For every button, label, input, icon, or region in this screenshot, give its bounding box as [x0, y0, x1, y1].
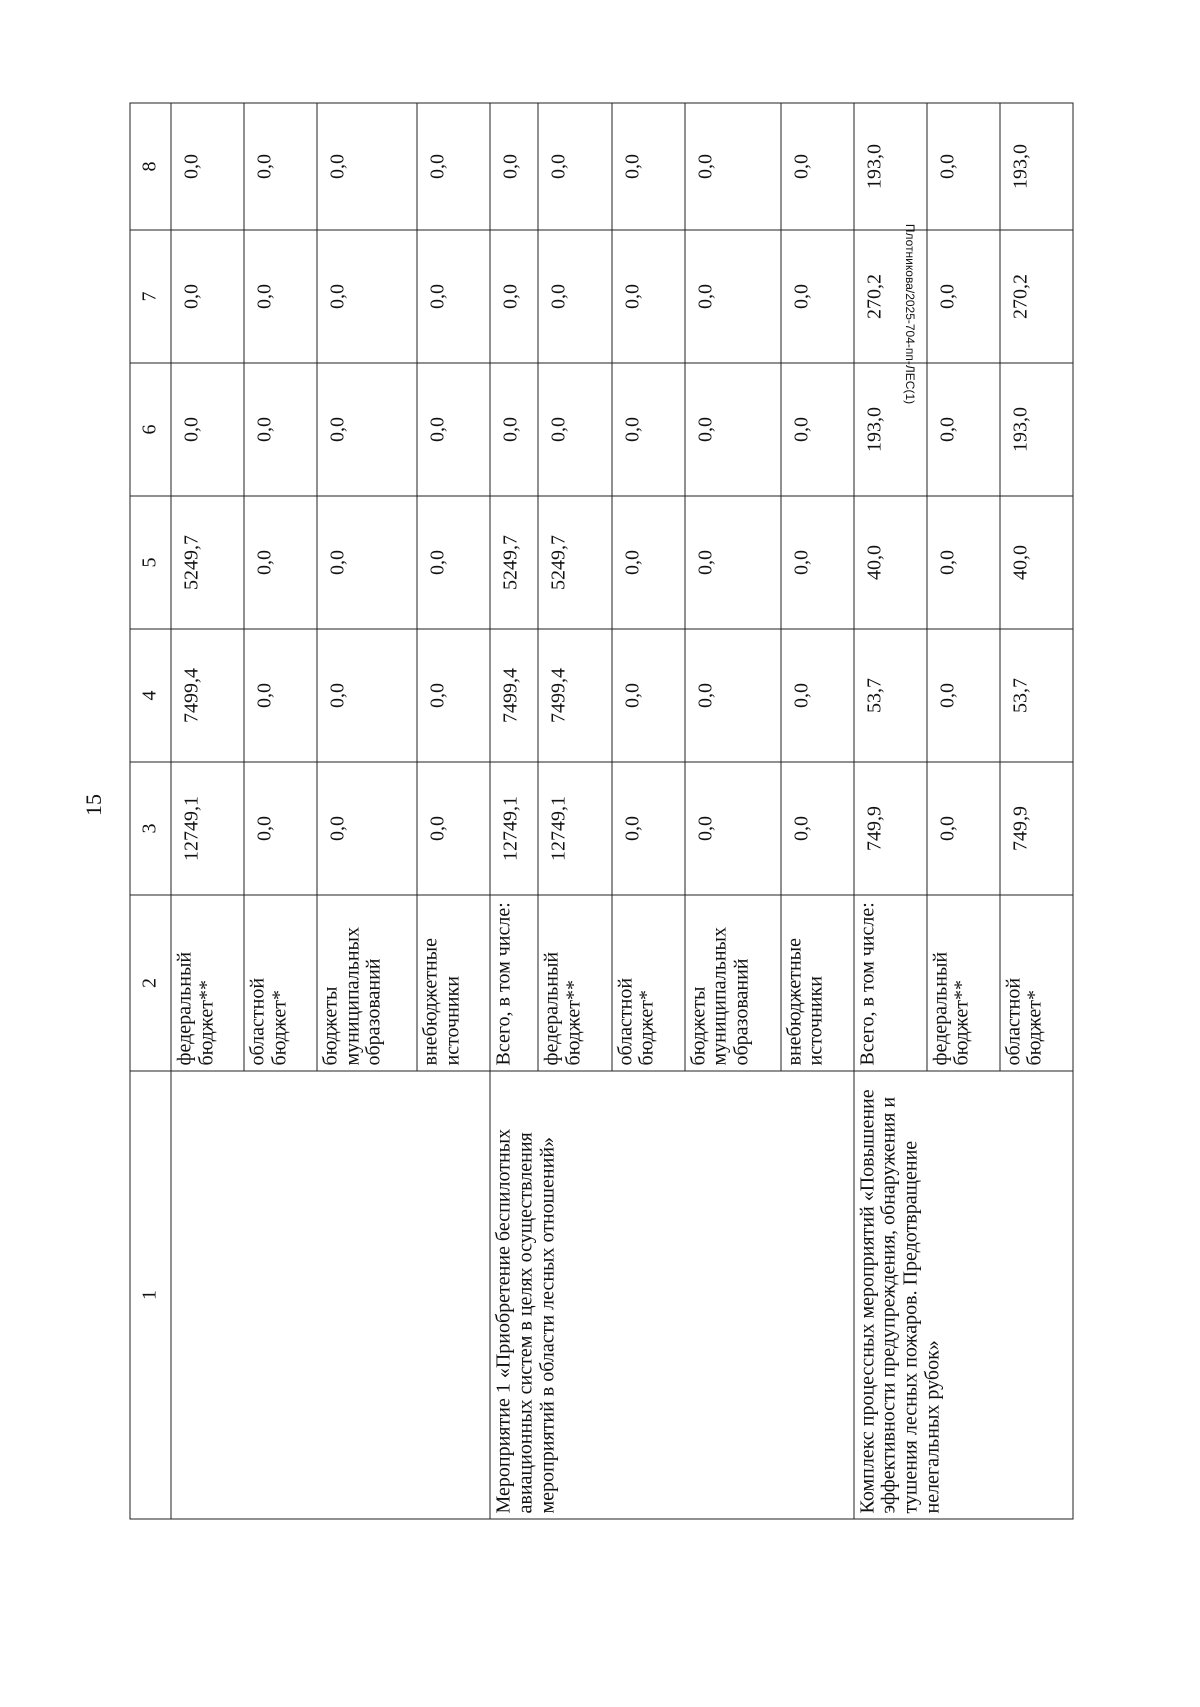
- column-header: 5: [130, 496, 171, 629]
- funding-source: федеральный бюджет**: [171, 895, 244, 1071]
- value-cell: 0,0: [171, 363, 244, 496]
- value-cell: 270,2: [854, 230, 927, 363]
- table-row: [490, 103, 538, 1519]
- value-cell: 0,0: [244, 230, 317, 363]
- value-cell: 193,0: [1000, 363, 1073, 496]
- value-cell: 0,0: [927, 363, 1000, 496]
- value-cell: 0,0: [417, 103, 490, 230]
- document-footer-id: Плотникова/2025-704-пп-ЛЕС(1): [903, 223, 917, 405]
- column-header: 1: [130, 1071, 171, 1519]
- value-cell: 0,0: [927, 103, 1000, 230]
- value-cell: 0,0: [490, 363, 538, 496]
- header-row: [130, 103, 171, 1519]
- value-cell: 7499,4: [538, 629, 611, 762]
- value-cell: 0,0: [612, 363, 685, 496]
- value-cell: 0,0: [417, 230, 490, 363]
- value-cell: 40,0: [854, 496, 927, 629]
- value-cell: 0,0: [317, 230, 417, 363]
- value-cell: 193,0: [1000, 103, 1073, 230]
- funding-source: федеральный бюджет**: [927, 895, 1000, 1071]
- value-cell: 0,0: [417, 363, 490, 496]
- value-cell: 0,0: [781, 496, 854, 629]
- value-cell: 5249,7: [490, 496, 538, 629]
- value-cell: 749,9: [854, 762, 927, 895]
- value-cell: 0,0: [417, 496, 490, 629]
- value-cell: 193,0: [854, 363, 927, 496]
- value-cell: 40,0: [1000, 496, 1073, 629]
- column-header: 6: [130, 363, 171, 496]
- value-cell: 0,0: [317, 629, 417, 762]
- value-cell: 0,0: [171, 103, 244, 230]
- value-cell: 0,0: [244, 629, 317, 762]
- value-cell: 5249,7: [538, 496, 611, 629]
- measure-title-cell: Комплекс процессных мероприятий «Повышение эффективности предупреждения, обнаружения и тушения лесных пожаров. Предотвращение нелегальных рубок»: [854, 1071, 1073, 1519]
- value-cell: 0,0: [317, 762, 417, 895]
- value-cell: 749,9: [1000, 762, 1073, 895]
- funding-table: [130, 103, 1074, 1520]
- page-number: 15: [81, 794, 106, 816]
- value-cell: 0,0: [244, 762, 317, 895]
- funding-source: внебюджетные источники: [417, 895, 490, 1071]
- value-cell: 0,0: [781, 103, 854, 230]
- column-header: 7: [130, 230, 171, 363]
- value-cell: 0,0: [781, 363, 854, 496]
- funding-source: бюджеты муниципальных образований: [317, 895, 417, 1071]
- value-cell: 0,0: [612, 762, 685, 895]
- funding-source: Всего, в том числе:: [854, 895, 927, 1071]
- value-cell: 0,0: [612, 496, 685, 629]
- value-cell: 0,0: [927, 230, 1000, 363]
- value-cell: 0,0: [685, 762, 781, 895]
- value-cell: 0,0: [685, 363, 781, 496]
- value-cell: 0,0: [538, 103, 611, 230]
- value-cell: 0,0: [612, 629, 685, 762]
- value-cell: 53,7: [854, 629, 927, 762]
- value-cell: 5249,7: [171, 496, 244, 629]
- funding-source: областной бюджет*: [1000, 895, 1073, 1071]
- value-cell: 0,0: [538, 230, 611, 363]
- value-cell: 12749,1: [538, 762, 611, 895]
- value-cell: 0,0: [685, 496, 781, 629]
- value-cell: 0,0: [927, 629, 1000, 762]
- column-header: 2: [130, 895, 171, 1071]
- table-container: [129, 103, 1073, 1519]
- funding-source: Всего, в том числе:: [490, 895, 538, 1071]
- value-cell: 0,0: [244, 496, 317, 629]
- column-header: 3: [130, 762, 171, 895]
- funding-source: областной бюджет*: [244, 895, 317, 1071]
- value-cell: 0,0: [490, 103, 538, 230]
- value-cell: 0,0: [781, 629, 854, 762]
- value-cell: 0,0: [927, 762, 1000, 895]
- value-cell: 12749,1: [490, 762, 538, 895]
- value-cell: 12749,1: [171, 762, 244, 895]
- value-cell: 53,7: [1000, 629, 1073, 762]
- measure-title-cell: [171, 1071, 490, 1519]
- funding-source: федеральный бюджет**: [538, 895, 611, 1071]
- value-cell: 0,0: [317, 496, 417, 629]
- value-cell: 0,0: [612, 103, 685, 230]
- value-cell: 0,0: [685, 629, 781, 762]
- value-cell: 0,0: [781, 762, 854, 895]
- value-cell: 0,0: [927, 496, 1000, 629]
- funding-source: внебюджетные источники: [781, 895, 854, 1071]
- value-cell: 0,0: [417, 629, 490, 762]
- value-cell: 0,0: [244, 103, 317, 230]
- value-cell: 0,0: [417, 762, 490, 895]
- measure-title-cell: Мероприятие 1 «Приобретение беспилотных авиационных систем в целях осуществления мероприятий в области лесных отношений»: [490, 1071, 853, 1519]
- column-header: 8: [130, 103, 171, 230]
- value-cell: 0,0: [685, 103, 781, 230]
- value-cell: 0,0: [244, 363, 317, 496]
- value-cell: 0,0: [171, 230, 244, 363]
- value-cell: 0,0: [781, 230, 854, 363]
- value-cell: 270,2: [1000, 230, 1073, 363]
- value-cell: 0,0: [538, 363, 611, 496]
- value-cell: 0,0: [317, 363, 417, 496]
- value-cell: 193,0: [854, 103, 927, 230]
- funding-source: бюджеты муниципальных образований: [685, 895, 781, 1071]
- table-row: [171, 103, 244, 1519]
- value-cell: 0,0: [317, 103, 417, 230]
- value-cell: 0,0: [685, 230, 781, 363]
- value-cell: 7499,4: [490, 629, 538, 762]
- column-header: 4: [130, 629, 171, 762]
- funding-source: областной бюджет*: [612, 895, 685, 1071]
- value-cell: 0,0: [490, 230, 538, 363]
- value-cell: 0,0: [612, 230, 685, 363]
- value-cell: 7499,4: [171, 629, 244, 762]
